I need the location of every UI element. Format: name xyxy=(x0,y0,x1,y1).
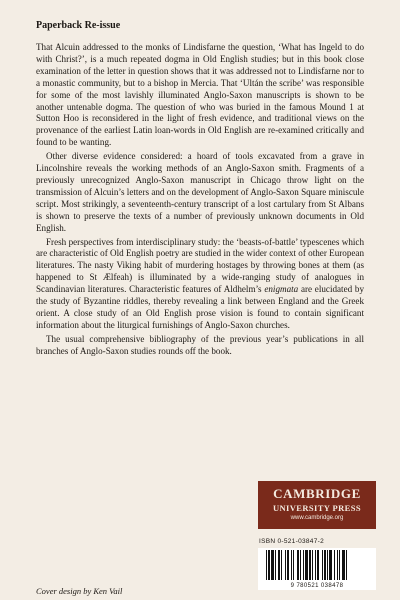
barcode-bar xyxy=(271,550,274,580)
barcode-bar xyxy=(342,550,345,580)
barcode-bar xyxy=(346,550,347,580)
blurb-paragraph-3: Fresh perspectives from interdisciplinary study: the ‘beasts-of-battle’ typescenes which are characteristic of Old English poetry are studied in the wider context of other European literatures. The nasty Viking habit of murdering hostages by throwing bones at them (as happened to St Ælfeah) is illuminated by a wide-ranging study of analogues in Scandinavian literatures. Characteristic features of Aldhelm’s enigmata are elucidated by the study of Byzantine riddles, thereby revealing a link between England and the Greek orient. A close study of an Old English prose vision is found to contain significant information about the liturgical furnishings of Anglo-Saxon churches. xyxy=(36,236,364,330)
barcode-bar xyxy=(300,550,301,580)
barcode-bar xyxy=(327,550,328,580)
barcode-bar xyxy=(337,550,338,580)
blurb-paragraph-1: That Alcuin addressed to the monks of Lindisfarne the question, ‘What has Ingeld to do with Christ?’, is a much repeated dogma in Old English studies; but in this book close examination of the letter in question shows that it was addressed not to Lindisfarne nor to a monastic community, but to a bishop in Mercia. That ‘Ultán the scribe’ was responsible for some of the most lavishly illuminated Anglo-Saxon manuscripts is shown to be another untenable dogma. The question of who was buried in the famous Mound 1 at Sutton Hoo is reconsidered in the light of fresh evidence, and traditional views on the provenance of the earliest Latin loan-words in Old English are re-examined critically and found to be wanting. xyxy=(36,42,364,148)
barcode-bar xyxy=(334,550,335,580)
barcode-bar xyxy=(322,550,323,580)
cover-credit: Cover design by Ken Vail xyxy=(36,586,123,596)
publisher-logo xyxy=(258,481,376,529)
barcode-bar xyxy=(275,550,276,580)
barcode xyxy=(258,548,376,590)
barcode-bar xyxy=(266,550,267,580)
barcode-bar xyxy=(303,550,304,580)
blurb-paragraph-2: Other diverse evidence considered: a hoard of tools excavated from a grave in Lincolnshire reveals the working methods of an Anglo-Saxon smith. Fragments of a previously unrecognized Anglo-Saxon manuscript in Chicago throw light on the transmission of Alcuin’s letters and on the development of Anglo-Saxon Square miniscule script. Most strikingly, a seventeenth-century transcript of a lost cartulary from St Albans is shown to preserve the texts of a number of previously unknown documents in Old English. xyxy=(36,151,364,233)
barcode-bar xyxy=(315,550,316,580)
barcode-bar xyxy=(268,550,270,580)
publisher-name: CAMBRIDGE xyxy=(273,486,361,501)
barcode-bar xyxy=(317,550,319,580)
barcode-bar xyxy=(305,550,308,580)
blurb-text xyxy=(36,42,364,360)
barcode-bar xyxy=(281,550,282,580)
blurb-paragraph-4: The usual comprehensive bibliography of the previous year’s publications in all branches of Anglo-Saxon studies rounds off the book. xyxy=(36,333,364,356)
page-heading: Paperback Re-issue xyxy=(36,20,121,31)
barcode-bar xyxy=(291,550,292,580)
publisher-url: www.cambridge.org xyxy=(290,515,344,521)
barcode-bar xyxy=(324,550,326,580)
barcode-bars xyxy=(258,548,376,582)
barcode-bar xyxy=(297,550,299,580)
barcode-bar xyxy=(309,550,311,580)
barcode-bar xyxy=(285,550,286,580)
isbn-label: ISBN 0-521-03847-2 xyxy=(259,538,325,545)
barcode-bar xyxy=(287,550,289,580)
barcode-bar xyxy=(312,550,313,580)
barcode-bar xyxy=(293,550,294,580)
barcode-bar xyxy=(278,550,280,580)
italic-term: enigmata xyxy=(264,284,299,295)
publisher-subtitle: UNIVERSITY PRESS xyxy=(272,503,362,513)
barcode-bar xyxy=(329,550,332,580)
barcode-bar xyxy=(339,550,340,580)
barcode-number: 9 780521 038478 xyxy=(258,583,376,589)
